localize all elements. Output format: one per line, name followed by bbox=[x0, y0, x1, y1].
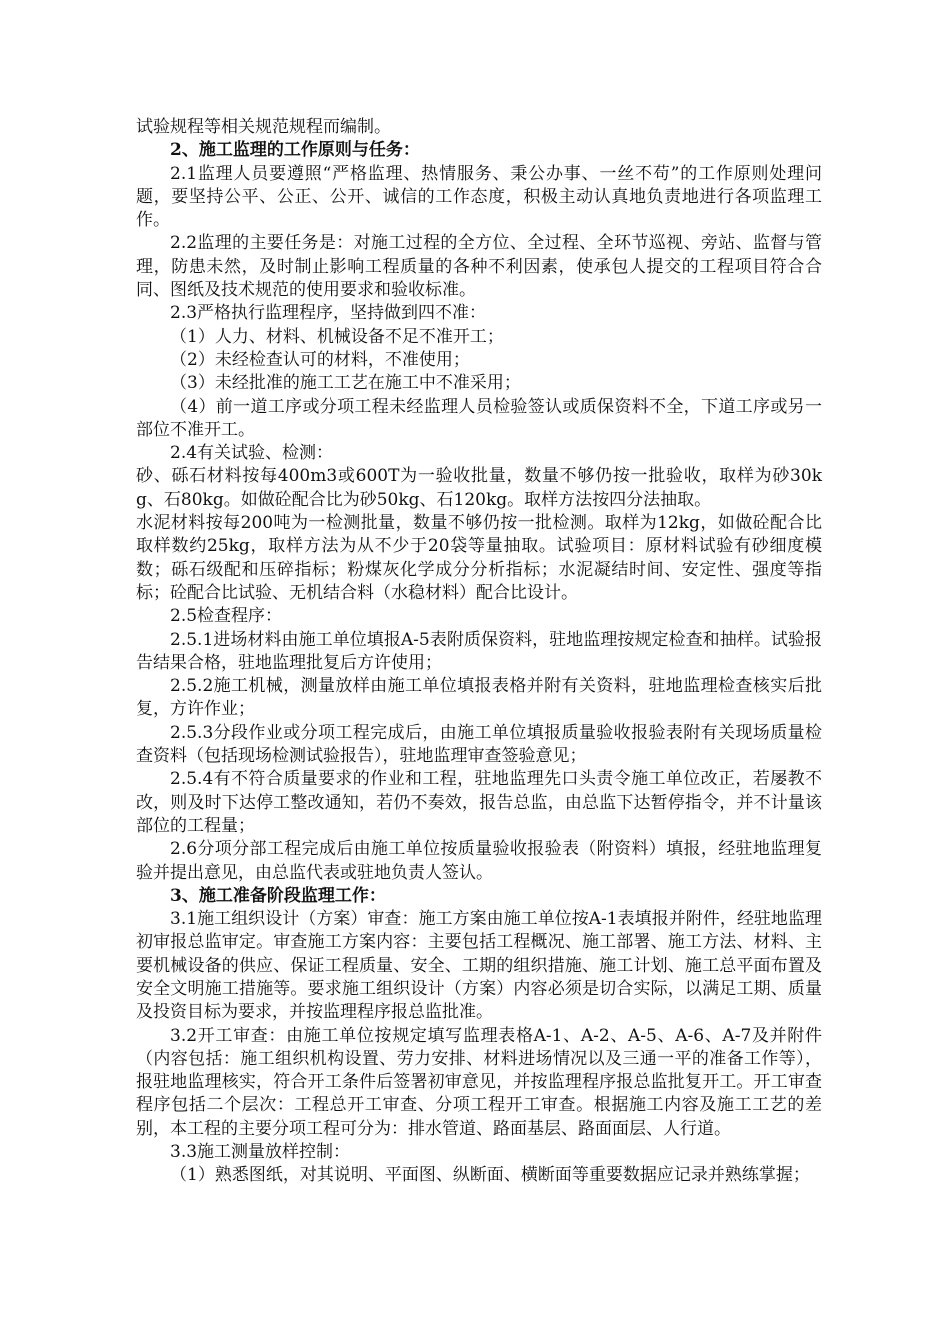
list-item-4: （4）前一道工序或分项工程未经监理人员检验签认或质保资料不全，下道工序或另一部位不准开工。 bbox=[136, 396, 822, 440]
paragraph-intro-tail: 试验规程等相关规范规程而编制。 bbox=[136, 117, 391, 137]
list-item-1: （1）人力、材料、机械设备不足不准开工； bbox=[170, 326, 504, 347]
list-item-3-3-1: （1）熟悉图纸，对其说明、平面图、纵断面、横断面等重要数据应记录并熟练掌握； bbox=[170, 1165, 810, 1186]
document-page bbox=[136, 116, 822, 1188]
paragraph-2-1: 2.1监理人员要遵照“严格监理、热情服务、秉公办事、一丝不苟”的工作原则处理问题，要坚持公平、公正、公开、诚信的工作态度，积极主动认真地负责地进行各项监理工作。 bbox=[136, 163, 822, 231]
section-heading-2: 2、施工监理的工作原则与任务： bbox=[170, 140, 420, 161]
paragraph-sand-gravel: 砂、砾石材料按每400m3或600T为一验收批量，数量不够仍按一批验收，取样为砂30kg、石80kg。如做砼配合比为砂50kg、石120kg。取样方法按四分法抽取。 bbox=[136, 466, 822, 510]
paragraph-2-5-2: 2.5.2施工机械，测量放样由施工单位填报表格并附有关资料，驻地监理检查核实后批复，方许作业； bbox=[136, 676, 822, 720]
paragraph-3-3: 3.3施工测量放样控制： bbox=[170, 1142, 351, 1163]
paragraph-3-2: 3.2开工审查：由施工单位按规定填写监理表格A-1、A-2、A-5、A-6、A-7及并附件（内容包括：施工组织机构设置、劳力安排、材料进场情况以及三通一平的准备工作等），报驻地监理核实，符合开工条件后签署初审意见，并按监理程序报总监批复开工。开工审查程序包括二个层次：工程总开工审查、分项工程开工审查。根据施工内容及施工工艺的差别，本工程的主要分项工程可分为：排水管道、路面基层、路面面层、人行道。 bbox=[136, 1025, 822, 1139]
section-heading-3: 3、施工准备阶段监理工作： bbox=[170, 885, 386, 906]
paragraph-2-5-4: 2.5.4有不符合质量要求的作业和工程，驻地监理先口头责令施工单位改正，若屡教不改，则及时下达停工整改通知，若仍不奏效，报告总监，由总监下达暂停指令，并不计量该部位的工程量； bbox=[136, 769, 822, 836]
paragraph-2-5-3: 2.5.3分段作业或分项工程完成后，由施工单位填报质量验收报验表附有关现场质量检查资料（包括现场检测试验报告），驻地监理审查签验意见； bbox=[136, 722, 822, 767]
paragraph-3-1: 3.1施工组织设计（方案）审查：施工方案由施工单位按A-1表填报并附件，经驻地监理初审报总监审定。审查施工方案内容：主要包括工程概况、施工部署、施工方法、材料、主要机械设备的供应、保证工程质量、安全、工期的组织措施、施工计划、施工总平面布置及安全文明施工措施等。要求施工组织设计（方案）内容必须是切合实际，以满足工期、质量及投资目标为要求，并按监理程序报总监批准。 bbox=[136, 909, 822, 1023]
list-item-3: （3）未经批准的施工工艺在施工中不准采用； bbox=[170, 373, 521, 394]
paragraph-2-5-1: 2.5.1进场材料由施工单位填报A-5表附质保资料，驻地监理按规定检查和抽样。试验报告结果合格，驻地监理批复后方许使用； bbox=[136, 629, 822, 673]
paragraph-2-3: 2.3严格执行监理程序，坚持做到四不准： bbox=[170, 303, 487, 324]
paragraph-2-2: 2.2监理的主要任务是：对施工过程的全方位、全过程、全环节巡视、旁站、监督与管理，防患未然，及时制止影响工程质量的各种不利因素，使承包人提交的工程项目符合合同、图纸及技术规范的使用要求和验收标准。 bbox=[136, 233, 822, 301]
paragraph-2-6: 2.6分项分部工程完成后由施工单位按质量验收报验表（附资料）填报，经驻地监理复验并提出意见，由总监代表或驻地负责人签认。 bbox=[136, 839, 822, 883]
paragraph-2-5: 2.5检查程序： bbox=[170, 606, 283, 627]
paragraph-2-4: 2.4有关试验、检测： bbox=[170, 443, 334, 464]
paragraph-cement: 水泥材料按每200吨为一检测批量，数量不够仍按一批检测。取样为12kg，如做砼配合比取样数约25kg，取样方法为从不少于20袋等量抽取。试验项目：原材料试验有砂细度模数；砾石级配和压碎指标；粉煤灰化学成分分析指标；水泥凝结时间、安定性、强度等指标；砼配合比试验、无机结合料（水稳材料）配合比设计。 bbox=[136, 513, 822, 603]
list-item-2: （2）未经检查认可的材料，不准使用； bbox=[170, 349, 470, 370]
